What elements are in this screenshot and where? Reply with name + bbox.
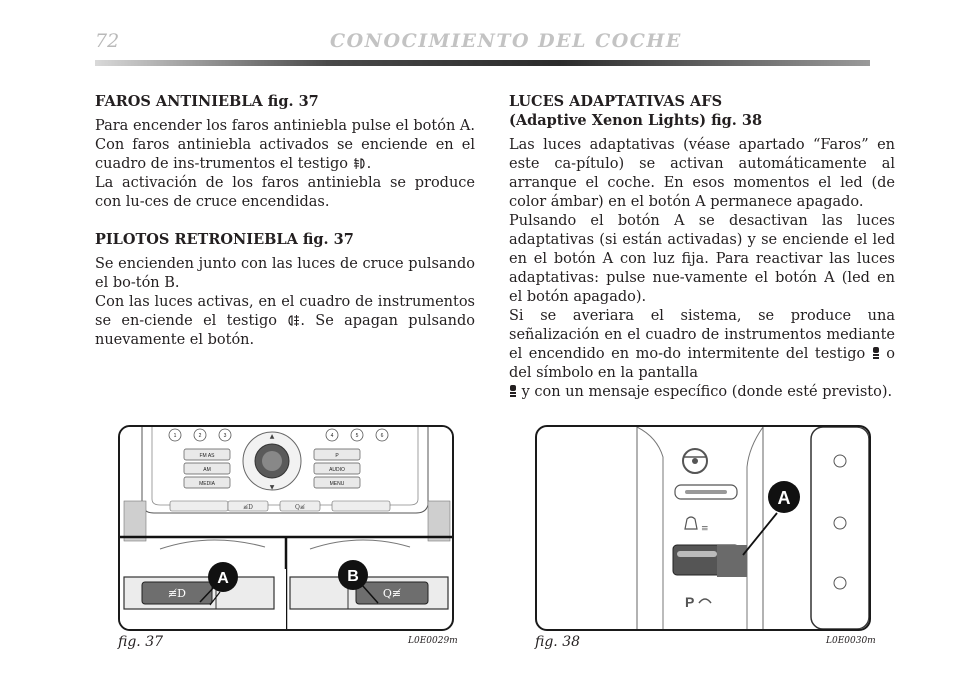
svg-text:≡: ≡ bbox=[701, 524, 709, 534]
section-title: CONOCIMIENTO DEL COCHE bbox=[330, 30, 682, 52]
park-assist-icon bbox=[685, 594, 711, 610]
fog-lights-paragraph-1: Para encender los faros antiniebla pulse el botón A. Con faros antiniebla activados se enciende en el cuadro de ins-trumentos el testigo . bbox=[95, 118, 475, 172]
figure-37-drawing bbox=[120, 427, 452, 629]
svg-text:P: P bbox=[685, 594, 695, 610]
am-button-label: AM bbox=[203, 467, 211, 473]
callout-a-fig38: A bbox=[777, 488, 791, 508]
preset-button-4: 4 bbox=[330, 433, 334, 439]
front-fog-button-icon: ≢D bbox=[167, 587, 187, 600]
figure-37-caption: fig. 37 bbox=[118, 634, 164, 650]
media-button-label: MEDIA bbox=[199, 481, 215, 487]
fog-lights-paragraph-2: La activación de los faros antiniebla se produce con lu-ces de cruce encendidas. bbox=[95, 175, 475, 210]
svg-text:▲: ▲ bbox=[269, 433, 275, 440]
figure-37-code: L0E0029m bbox=[408, 636, 458, 646]
preset-button-5: 5 bbox=[355, 433, 359, 439]
p-button-label: P bbox=[335, 453, 339, 459]
preset-button-1: 1 bbox=[173, 433, 177, 439]
header-rule bbox=[95, 60, 870, 66]
page-number: 72 bbox=[95, 30, 120, 52]
detail-panel-b bbox=[290, 540, 448, 609]
fm-button-label: FM AS bbox=[199, 453, 215, 459]
figure-38-caption: fig. 38 bbox=[535, 634, 581, 650]
preset-button-2: 2 bbox=[198, 433, 202, 439]
fog-lights-heading: FAROS ANTINIEBLA fig. 37 bbox=[95, 93, 319, 110]
afs-heading-line-1: LUCES ADAPTATIVAS AFS bbox=[509, 93, 723, 110]
afs-heading-line-2: (Adaptive Xenon Lights) fig. 38 bbox=[509, 112, 763, 129]
headlight-leveling-icon bbox=[685, 517, 709, 534]
afs-paragraph-1: Las luces adaptativas (véase apartado “Faros” en este ca-pítulo) se activan automáticamente al arranque el coche. En esos momentos el led (de color ámbar) en el botón A permanece apagado. bbox=[509, 137, 895, 210]
callout-b: B bbox=[347, 568, 359, 585]
afs-warning-icon-display bbox=[509, 385, 517, 398]
detail-panel-a bbox=[120, 540, 286, 629]
afs-warning-icon bbox=[872, 347, 880, 360]
figure-38 bbox=[535, 425, 871, 631]
preset-button-6: 6 bbox=[380, 433, 384, 439]
rear-fog-light-icon bbox=[287, 315, 300, 326]
figure-37 bbox=[118, 425, 454, 631]
rear-fog-paragraph-2: Con las luces activas, en el cuadro de instrumentos se en-ciende el testigo . Se apagan pulsando nuevamente el botón. bbox=[95, 294, 475, 348]
menu-button-label: MENU bbox=[329, 481, 345, 487]
rear-fog-paragraph-1: Se encienden junto con las luces de cruce pulsando el bo-tón B. bbox=[95, 256, 475, 291]
radio-panel bbox=[120, 427, 452, 541]
front-fog-light-icon bbox=[353, 158, 367, 169]
rear-fog-button-icon: Q≢ bbox=[382, 587, 402, 600]
figure-38-drawing bbox=[537, 427, 869, 629]
svg-text:Q≢: Q≢ bbox=[295, 504, 305, 511]
left-column bbox=[95, 92, 475, 350]
svg-text:≢D: ≢D bbox=[243, 504, 253, 511]
right-column bbox=[509, 92, 895, 402]
callout-a: A bbox=[217, 570, 229, 587]
rear-fog-lights-heading: PILOTOS RETRONIEBLA fig. 37 bbox=[95, 231, 354, 248]
audio-button-label: AUDIO bbox=[329, 467, 345, 473]
afs-paragraph-3: Si se averiara el sistema, se produce una señalización en el cuadro de instrumentos mediante el encendido en mo-do intermitente del testigo o del símbolo en la pantalla y con un mensaje específico (donde esté previsto). bbox=[509, 308, 896, 400]
steering-wheel-icon bbox=[683, 449, 707, 473]
preset-button-3: 3 bbox=[223, 433, 227, 439]
figure-38-code: L0E0030m bbox=[826, 636, 876, 646]
svg-text:▼: ▼ bbox=[269, 484, 275, 491]
afs-paragraph-2: Pulsando el botón A se desactivan las luces adaptativas (si están activadas) y se enciende el led en el botón A con luz fija. Para reactivar las luces adaptativas: pulse nue-vamente el botón A (led en el botón apagado). bbox=[509, 213, 895, 305]
